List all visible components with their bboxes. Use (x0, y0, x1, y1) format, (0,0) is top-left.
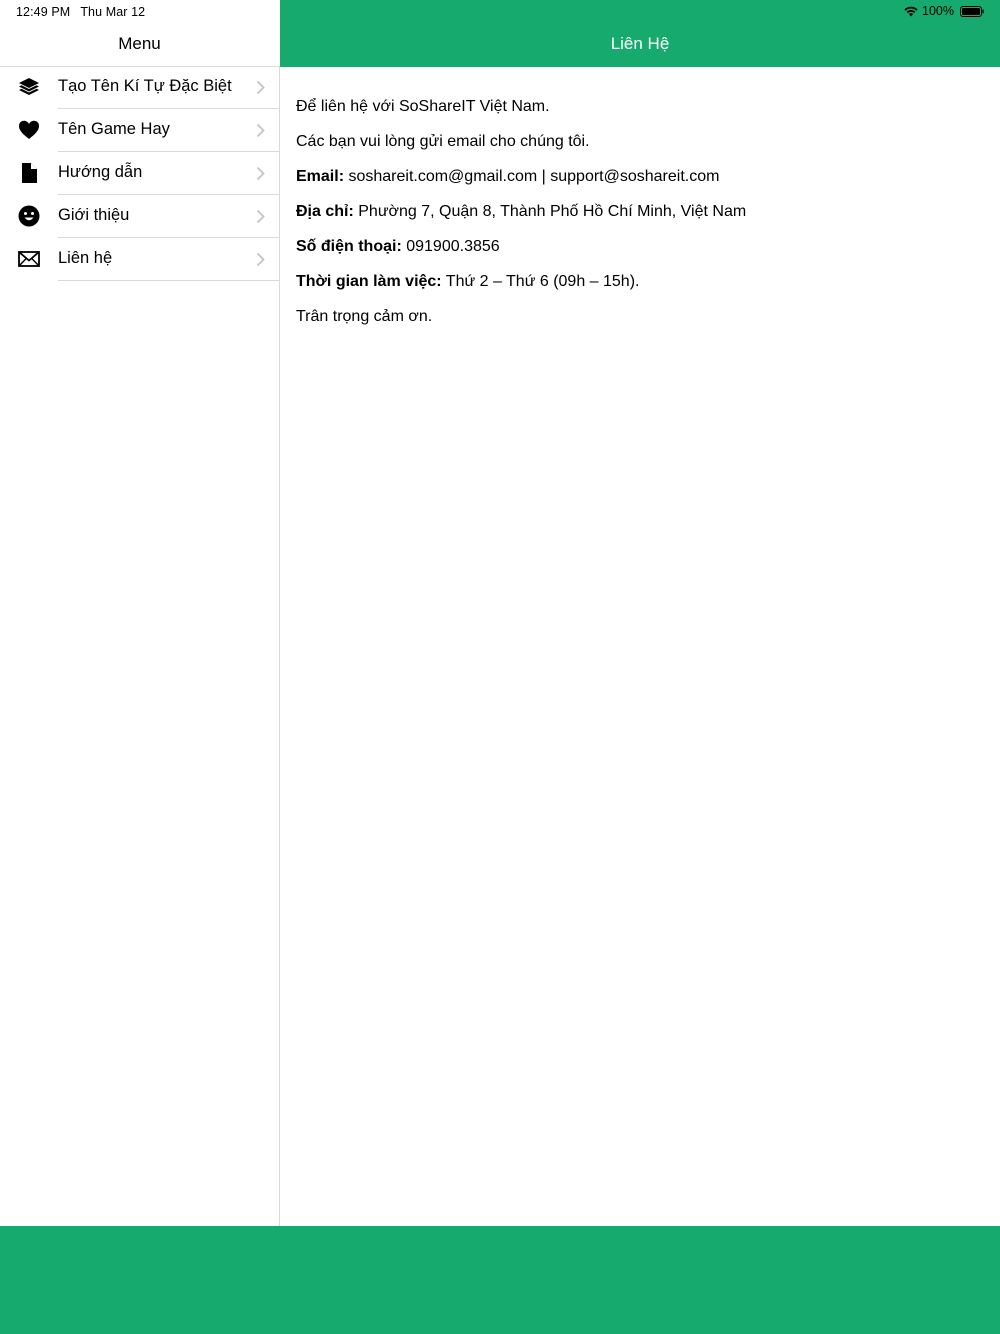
sidebar-item-label: Giới thiệu (58, 206, 130, 224)
layers-icon (18, 76, 40, 98)
nav-header (280, 0, 1000, 67)
sidebar-item-ten-game-hay[interactable] (0, 109, 279, 152)
chevron-right-icon (256, 252, 265, 267)
battery-percent: 100% (922, 4, 954, 18)
heart-icon (18, 119, 40, 141)
status-date: Thu Mar 12 (80, 5, 146, 19)
sidebar-item-huong-dan[interactable] (0, 152, 279, 195)
sidebar-item-label: Liên hệ (58, 249, 113, 267)
wifi-icon (904, 6, 918, 17)
document-icon (18, 162, 40, 184)
hours-value: Thứ 2 – Thứ 6 (09h – 15h). (441, 273, 640, 290)
email-value: soshareit.com@gmail.com | support@soshareit.com (344, 168, 720, 185)
bottom-bar (0, 1226, 1000, 1334)
sidebar-item-label: Hướng dẫn (58, 163, 143, 181)
smiley-icon (18, 205, 40, 227)
request-text: Các bạn vui lòng gửi email cho chúng tôi. (296, 133, 590, 150)
address-value: Phường 7, Quận 8, Thành Phố Hồ Chí Minh, Việt Nam (353, 203, 747, 220)
menu-list (0, 66, 279, 281)
email-label: Email: (296, 168, 345, 185)
sidebar-item-lien-he[interactable] (0, 238, 279, 281)
chevron-right-icon (256, 123, 265, 138)
split-divider (279, 66, 280, 1226)
row-separator (58, 280, 279, 281)
hours-line (296, 272, 986, 292)
battery-icon (960, 6, 984, 17)
chevron-right-icon (256, 166, 265, 181)
contact-content (296, 97, 986, 342)
phone-label: Số điện thoại: (296, 238, 402, 255)
envelope-icon (18, 248, 40, 270)
address-line (296, 202, 986, 222)
chevron-right-icon (256, 80, 265, 95)
phone-value: 091900.3856 (401, 238, 500, 255)
sidebar-item-label: Tạo Tên Kí Tự Đặc Biệt (58, 77, 232, 95)
hours-label: Thời gian làm việc: (296, 273, 442, 290)
intro-text: Để liên hệ với SoShareIT Việt Nam. (296, 98, 550, 115)
email-line (296, 167, 986, 187)
sidebar-item-label: Tên Game Hay (58, 120, 170, 138)
sidebar (0, 0, 279, 1226)
closing-text: Trân trọng cảm ơn. (296, 308, 433, 325)
sidebar-item-gioi-thieu[interactable] (0, 195, 279, 238)
sidebar-item-tao-ten[interactable] (0, 66, 279, 109)
address-label: Địa chỉ: (296, 203, 354, 220)
status-bar-left (16, 5, 145, 19)
phone-line (296, 237, 986, 257)
status-time: 12:49 PM (16, 5, 71, 19)
status-bar-right (904, 4, 984, 18)
chevron-right-icon (256, 209, 265, 224)
sidebar-title: Menu (118, 34, 161, 53)
page-title: Liên Hệ (610, 34, 670, 53)
